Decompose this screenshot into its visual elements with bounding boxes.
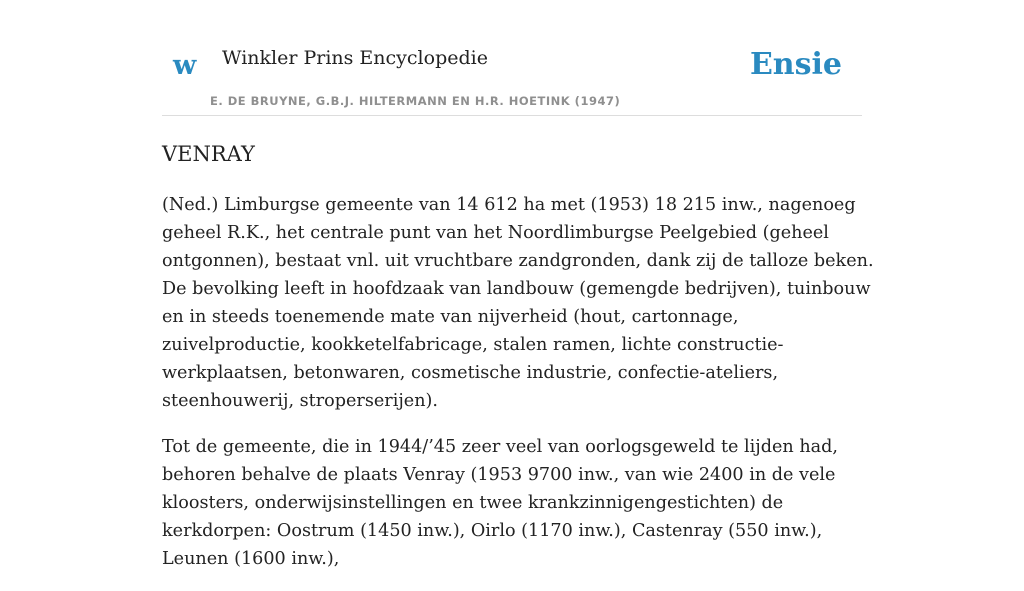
entry-title: VENRAY	[162, 142, 255, 166]
page-header	[162, 30, 862, 116]
entry-paragraph: Tot de gemeente, die in 1944/’45 zeer veel van oorlogsgeweld te lijden had, behoren behalve de plaats Venray (1953 9700 inw., van wie 2400 in de vele kloosters, onderwijsinstellingen en twee krankzinnigengestichten) de kerkdorpen: Oostrum (1450 inw.), Oirlo (1170 inw.), Castenray (550 inw.), Leunen (1600 inw.),	[162, 437, 839, 570]
ensie-logo-link[interactable]: Ensie	[749, 47, 842, 82]
book-title-link[interactable]: Winkler Prins Encyclopedie	[222, 47, 488, 69]
entry-paragraph: (Ned.) Limburgse gemeente van 14 612 ha met (1953) 18 215 inw., nagenoeg geheel R.K., het centrale punt van het Noordlimburgse Peelgebied (geheel ontgonnen), bestaat vnl. uit vruchtbare zandgronden, dank zij de talloze beken. De bevolking leeft in hoofdzaak van landbouw (gemengde bedrijven), tuinbouw en in steeds toenemende mate van nijverheid (hout, cartonnage, zuivelproductie, kookketelfabricage, stalen ramen, lichte constructie-werkplaatsen, betonwaren, cosmetische industrie, confectie-ateliers, steenhouwerij, stroperserijen).	[162, 195, 874, 412]
entry-content	[162, 140, 874, 591]
book-authors: E. DE BRUYNE, G.B.J. HILTERMANN EN H.R. HOETINK (1947)	[210, 94, 621, 108]
winkler-prins-logo[interactable]: w	[173, 50, 197, 81]
